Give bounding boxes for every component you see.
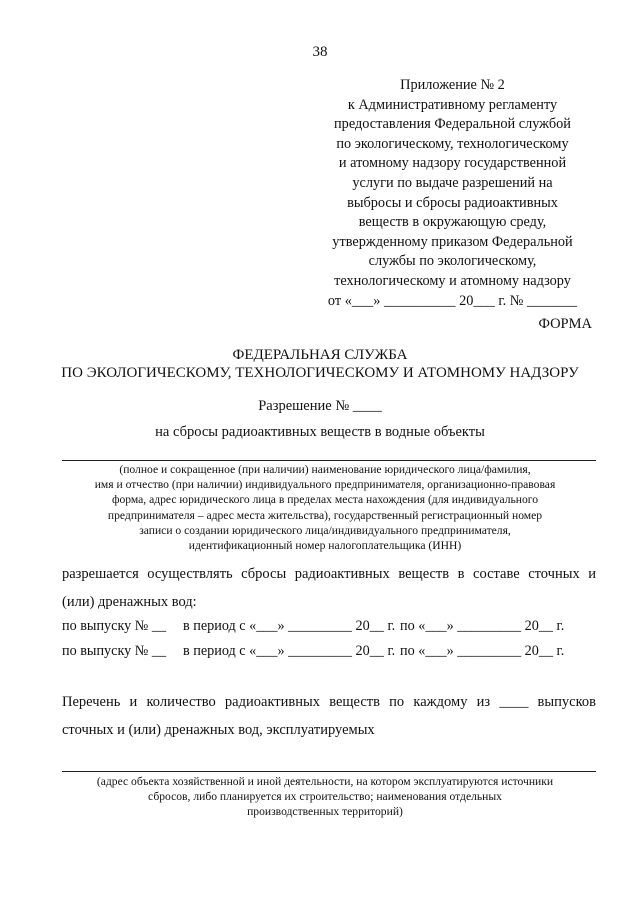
- approval-line: предоставления Федеральной службой: [334, 116, 571, 133]
- approval-date-line: от «___» __________ 20___ г. № _______: [327, 292, 578, 309]
- applicant-note-line: имя и отчество (при наличии) индивидуального предпринимателя, организационно-правовая: [94, 478, 556, 492]
- permission-text-line-1: разрешается осуществлять сбросы радиоактивных веществ в составе сточных и: [62, 566, 596, 582]
- approval-block: [310, 76, 595, 311]
- release-row: [62, 643, 596, 663]
- applicant-fill-line: [62, 460, 596, 461]
- release-period-from: в период с «___» _________ 20__ г.: [183, 618, 396, 634]
- applicant-note-line: идентификационный номер налогоплательщика (ИНН): [188, 539, 462, 553]
- permission-text-line-2: (или) дренажных вод:: [62, 594, 197, 610]
- address-note-line: сбросов, либо планируется их строительство; наименования отдельных: [148, 790, 502, 804]
- approval-line: Приложение № 2: [400, 77, 505, 93]
- approval-line: к Административному регламенту: [347, 96, 558, 113]
- release-label: по выпуску № __: [62, 618, 167, 634]
- approval-line: службы по экологическому,: [368, 253, 537, 270]
- release-period-to: по «___» _________ 20__ г.: [400, 643, 565, 659]
- agency-line-1: ФЕДЕРАЛЬНАЯ СЛУЖБА: [232, 347, 408, 363]
- applicant-note: [60, 462, 590, 553]
- form-label: ФОРМА: [538, 316, 592, 332]
- release-row: [62, 618, 596, 638]
- agency-heading: [0, 346, 640, 382]
- approval-line: веществ в окружающую среду,: [358, 214, 547, 231]
- approval-line: услуги по выдаче разрешений на: [352, 174, 553, 191]
- address-note: [60, 774, 590, 820]
- page-number: 38: [312, 44, 328, 60]
- applicant-note-line: форма, адрес юридического лица в пределах места нахождения (для индивидуального: [111, 493, 539, 507]
- approval-line: и атомному надзору государственной: [338, 155, 567, 172]
- agency-line-2: ПО ЭКОЛОГИЧЕСКОМУ, ТЕХНОЛОГИЧЕСКОМУ И АТОМНОМУ НАДЗОРУ: [61, 365, 579, 381]
- permit-subject: на сбросы радиоактивных веществ в водные объекты: [155, 424, 485, 440]
- approval-line: по экологическому, технологическому: [336, 135, 569, 152]
- approval-line: утвержденному приказом Федеральной: [332, 233, 573, 250]
- address-note-line: производственных территорий): [247, 805, 403, 819]
- list-text-line-2: сточных и (или) дренажных вод, эксплуатируемых: [62, 722, 375, 738]
- address-fill-line: [62, 771, 596, 772]
- approval-line: технологическому и атомному надзору: [334, 272, 571, 289]
- release-period-to: по «___» _________ 20__ г.: [400, 618, 565, 634]
- applicant-note-line: предпринимателя – адрес места жительства), государственный регистрационный номер: [107, 508, 543, 522]
- applicant-note-line: (полное и сокращенное (при наличии) наименование юридического лица/фамилия,: [119, 463, 531, 476]
- release-period-from: в период с «___» _________ 20__ г.: [183, 643, 396, 659]
- approval-line: выбросы и сбросы радиоактивных: [347, 194, 558, 211]
- list-text-line-1: Перечень и количество радиоактивных веществ по каждому из ____ выпусков: [62, 694, 596, 710]
- release-label: по выпуску № __: [62, 643, 167, 659]
- applicant-note-line: записи о создании юридического лица/индивидуального предпринимателя,: [139, 523, 511, 537]
- address-note-line: (адрес объекта хозяйственной и иной деятельности, на котором эксплуатируются источники: [96, 775, 554, 788]
- permit-title: Разрешение № ____: [258, 398, 382, 414]
